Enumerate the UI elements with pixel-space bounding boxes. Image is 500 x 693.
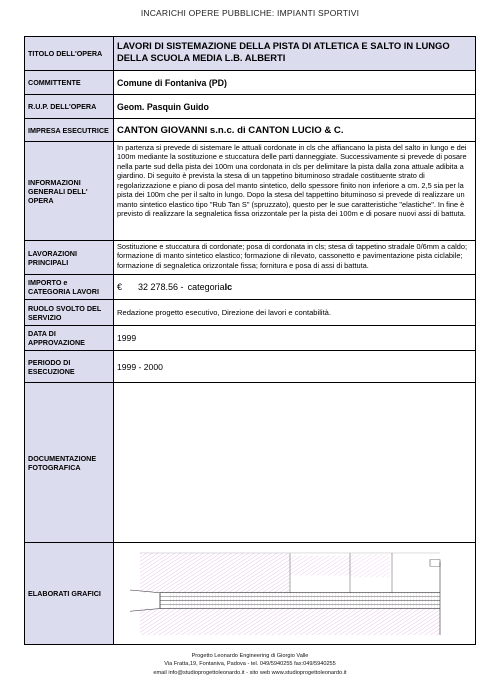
value-importo-cell	[114, 275, 475, 299]
value-data-cell	[114, 326, 475, 350]
footer-contacts: email info@studioprogettoleonardo.it - sito web www.studioprogettoleonardo.it	[153, 669, 347, 676]
page-footer	[0, 652, 500, 677]
label-periodo: PERIODO DI ESECUZIONE	[25, 351, 114, 382]
value-elaborati-cell	[114, 543, 475, 644]
value-titolo-cell	[114, 37, 475, 70]
importo-category-prefix: categoria	[187, 282, 225, 292]
value-lavorazioni-cell	[114, 241, 475, 274]
value-data: 1999	[117, 333, 137, 343]
row-titolo	[25, 37, 475, 71]
row-committente	[25, 71, 475, 95]
label-titolo: TITOLO DELL'OPERA	[25, 37, 114, 70]
project-sheet-table	[24, 36, 476, 645]
label-committente: COMMITTENTE	[25, 71, 114, 94]
value-informazioni-cell	[114, 142, 475, 240]
row-importo	[25, 275, 475, 300]
row-lavorazioni	[25, 241, 475, 275]
value-impresa: CANTON GIOVANNI s.n.c. di CANTON LUCIO & C.	[117, 124, 344, 136]
label-importo: IMPORTO e CATEGORIA LAVORI	[25, 275, 114, 299]
row-elaborati	[25, 543, 475, 644]
value-rup: Geom. Pasquin Guido	[117, 101, 209, 112]
importo-currency: €	[117, 282, 123, 292]
footer-address: Via Fratta,19, Fontaniva, Padova - tel. 049/5940255 fax:049/5940255	[164, 661, 336, 668]
value-periodo: 1999 - 2000	[117, 361, 163, 372]
value-lavorazioni: Sostituzione e stuccatura di cordonate; posa di cordonata in cls; stesa di tappetino stradale 0/6mm a caldo; formazione di manto sintetico elastico; formazione di rilevato, cassonetto e pavimentazione pista ciclabile; formazione di segnaletica orizzontale fissa; fornitura e posa di assi di battuta.	[117, 242, 468, 270]
page-header-title: INCARICHI OPERE PUBBLICHE: IMPIANTI SPORTIVI	[140, 8, 360, 18]
value-importo	[117, 276, 472, 298]
label-informazioni: INFORMAZIONI GENERALI DELL' OPERA	[25, 142, 114, 240]
site-plan-drawing-icon	[130, 549, 464, 639]
row-impresa	[25, 119, 475, 142]
value-committente-cell	[114, 71, 475, 94]
value-informazioni: In partenza si prevede di sistemare le attuali cordonate in cls che affiancano la pista del salto in lungo e dei 100m mediante la sostituzione e stuccatura delle parti danneggiate. Successivamente si prevede di posare nella parte sud della pista dei 100m una cordonata in cls per delimitare la pista dalla zona attuale adibita a giardino. Di seguito è prevista la stesa di un tappetino bituminoso stradale costituente strato di regolarizzazione e piano di posa del manto sintetico, dello spessore finito non inferiore a cm. 2,5 sia per la pista dei 100m che per il salto in lungo. Dopo la stesa del tappettino bituminoso si prevede di realizzare un manto sintetico elastico tipo "Rub Tan S" (spruzzato), questo per le sue caratteristiche "elastiche". In fine è previsto di realizzare la segnaletica fissa orizzontale per la pista dei 100m e di posare nuovi assi di battuta.	[117, 143, 467, 219]
value-impresa-cell	[114, 119, 475, 141]
label-documentazione: DOCUMENTAZIONE FOTOGRAFICA	[25, 383, 114, 542]
label-elaborati: ELABORATI GRAFICI	[25, 543, 114, 644]
value-documentazione-cell	[114, 383, 475, 542]
value-periodo-cell	[114, 351, 475, 382]
label-data: DATA DI APPROVAZIONE	[25, 326, 114, 350]
importo-amount: 32 278.56 -	[138, 282, 184, 292]
label-lavorazioni: LAVORAZIONI PRINCIPALI	[25, 241, 114, 274]
value-titolo: LAVORI DI SISTEMAZIONE DELLA PISTA DI ATLETICA E SALTO IN LUNGO DELLA SCUOLA MEDIA L.B. ALBERTI	[117, 40, 450, 63]
value-ruolo-cell	[114, 300, 475, 325]
value-rup-cell	[114, 95, 475, 118]
label-ruolo: RUOLO SVOLTO DEL SERVIZIO	[25, 300, 114, 325]
importo-category: Ic	[224, 282, 233, 292]
value-committente: Comune di Fontaniva (PD)	[117, 77, 227, 88]
row-data	[25, 326, 475, 351]
row-periodo	[25, 351, 475, 383]
row-documentazione	[25, 383, 475, 543]
label-rup: R.U.P. DELL'OPERA	[25, 95, 114, 118]
row-rup	[25, 95, 475, 119]
value-ruolo: Redazione progetto esecutivo, Direzione dei lavori e contabilità.	[117, 308, 332, 317]
row-informazioni	[25, 142, 475, 241]
row-ruolo	[25, 300, 475, 326]
label-impresa: IMPRESA ESECUTRICE	[25, 119, 114, 141]
footer-company: Progetto Leonardo Engineering di Giorgio Valle	[191, 653, 309, 659]
